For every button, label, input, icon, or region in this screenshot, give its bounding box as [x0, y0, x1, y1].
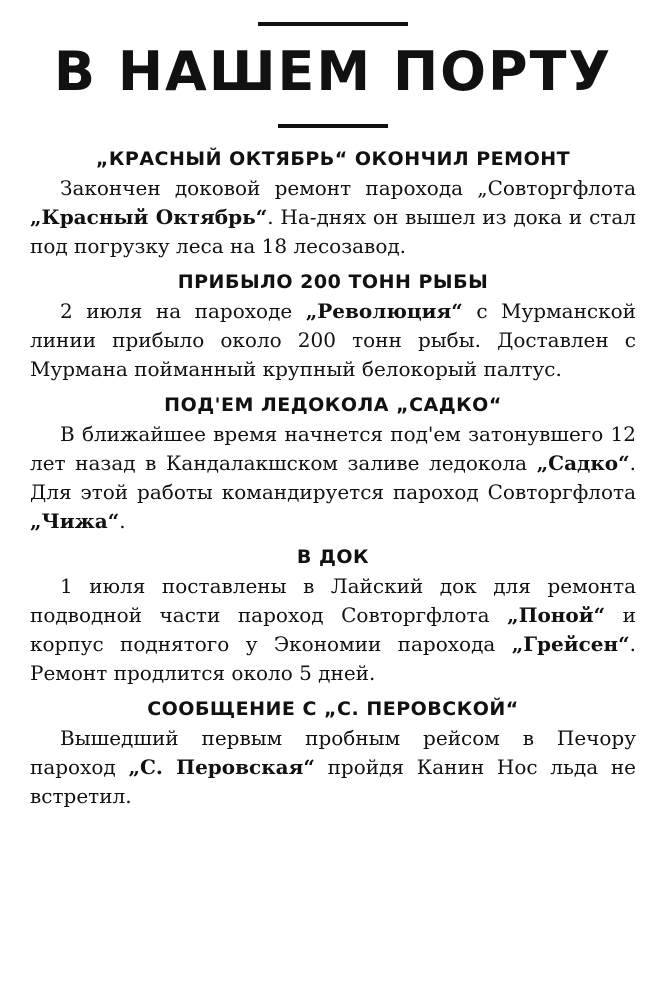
- article-title: „КРАСНЫЙ ОКТЯБРЬ“ ОКОНЧИЛ РЕМОНТ: [95, 148, 571, 170]
- article-dock: [30, 542, 636, 688]
- article-body: В ближайшее время начнется под'ем затонувшего 12 лет назад в Кандалакшском заливе ледокола „Садко“. Для этой работы командируется пароход Совторгфлота „Чижа“.: [30, 422, 636, 533]
- article-krasny-oktyabr: [30, 144, 636, 261]
- article-fish-arrival: [30, 267, 636, 384]
- headline-bottom-rule: [278, 124, 388, 128]
- headline-top-rule: [258, 22, 408, 26]
- article-title: СООБЩЕНИЕ С „С. ПЕРОВСКОЙ“: [147, 698, 519, 720]
- article-body: 2 июля на пароходе „Революция“ с Мурманской линии прибыло около 200 тонн рыбы. Доставлен с Мурмана пойманный крупный белокорый палтус.: [30, 299, 636, 381]
- article-title: ПРИБЫЛО 200 ТОНН РЫБЫ: [177, 271, 489, 293]
- article-body: Закончен доковой ремонт парохода „Совторгфлота „Красный Октябрь“. На-днях он вышел из дока и стал под погрузку леса на 18 лесозавод.: [30, 176, 636, 258]
- article-sadko-raising: [30, 390, 636, 536]
- article-body: 1 июля поставлены в Лайский док для ремонта подводной части пароход Совторгфлота „Поной“ и корпус поднятого у Экономии парохода „Грейсен“. Ремонт продлится около 5 дней.: [30, 574, 636, 685]
- article-title: В ДОК: [296, 546, 370, 568]
- article-perovskaya: [30, 694, 636, 811]
- page-headline: В НАШЕМ ПОРТУ: [53, 40, 613, 103]
- article-body: Вышедший первым пробным рейсом в Печору пароход „С. Перовская“ пройдя Канин Нос льда не встретил.: [30, 726, 637, 808]
- article-title: ПОД'ЕМ ЛЕДОКОЛА „САДКО“: [164, 394, 502, 416]
